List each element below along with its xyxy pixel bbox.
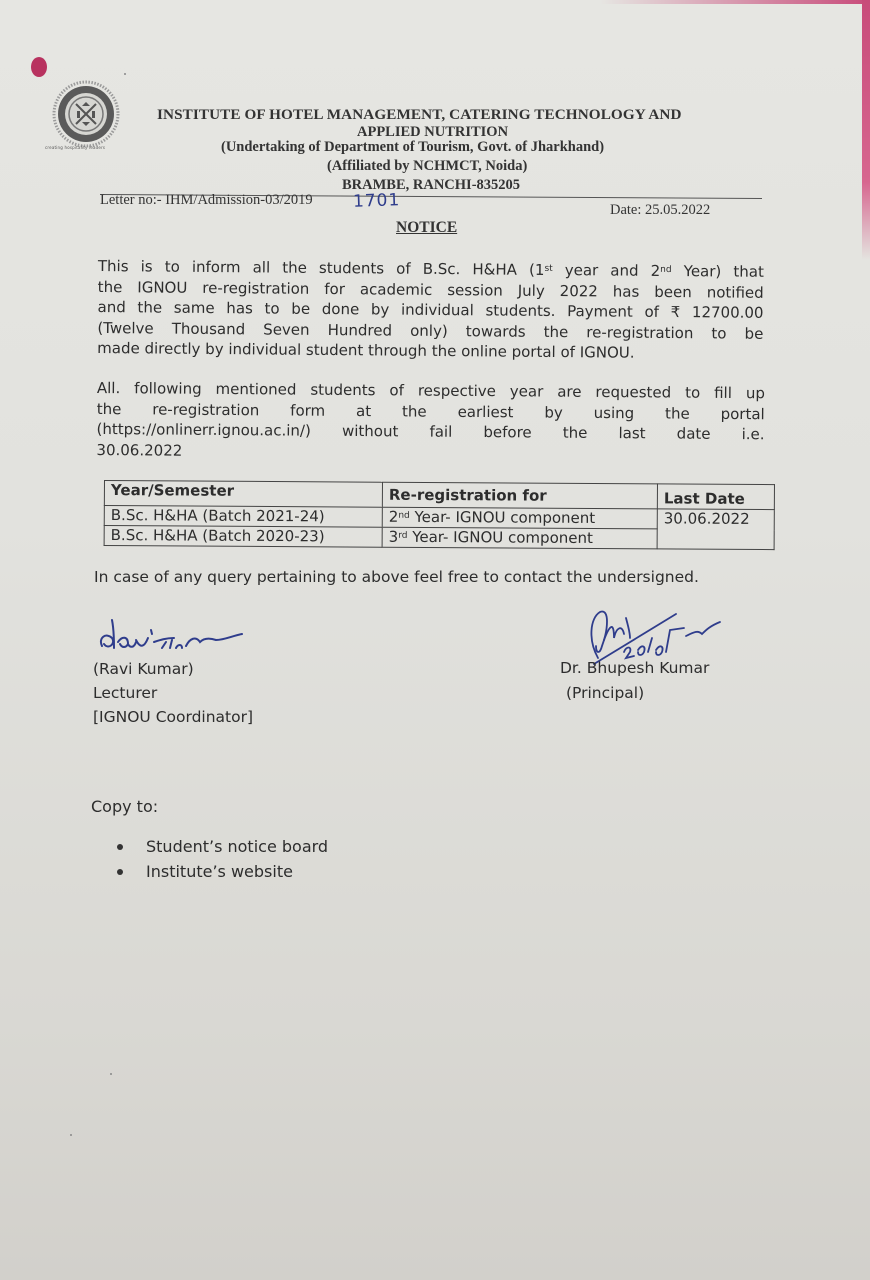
left-signatory-role: [IGNOU Coordinator] <box>93 708 254 726</box>
right-signatory-designation: (Principal) <box>566 684 645 702</box>
para2-line1: All. following mentioned students of respective year are requested to fill up <box>96 378 765 403</box>
para1-line3: and the same has to be done by individual students. Payment of ₹ 12700.00 <box>97 297 764 322</box>
year-number: 3 <box>388 527 399 546</box>
table-header: Last Date <box>657 484 774 510</box>
para1-line2: the IGNOU re-registration for academic session July 2022 has been notified <box>97 277 764 302</box>
right-signatory-name: Dr. Bhupesh Kumar <box>560 659 710 677</box>
table-cell-batch: B.Sc. H&HA (Batch 2020-23) <box>104 526 382 548</box>
table-cell-last-date: 30.06.2022 <box>657 509 774 550</box>
re-registration-table <box>104 480 775 550</box>
superscript: nd <box>660 264 672 276</box>
year-number: 2 <box>388 507 399 526</box>
table-cell-component <box>382 527 657 549</box>
notice-title: NOTICE <box>396 219 458 236</box>
para2-line2: the re-registration form at the earliest by using the portal <box>96 399 765 423</box>
handwritten-number: 1701 <box>352 190 401 212</box>
superscript: nd <box>398 510 410 521</box>
copy-to-label: Copy to: <box>91 797 159 816</box>
copy-to-list <box>112 834 328 884</box>
letter-date: Date: 25.05.2022 <box>610 202 711 218</box>
punch-hole <box>31 57 47 77</box>
notice-paragraph-2 <box>96 378 765 465</box>
institute-name-line1: INSTITUTE OF HOTEL MANAGEMENT, CATERING TECHNOLOGY AND <box>157 106 682 123</box>
para1-line1-a: This is to inform all the students of B.Sc. H&HA (1 <box>97 256 545 279</box>
undertaking-line: (Undertaking of Department of Tourism, Govt. of Jharkhand) <box>221 139 605 155</box>
superscript: rd <box>398 530 408 541</box>
left-signatory-designation: Lecturer <box>93 684 158 702</box>
para1-line4: (Twelve Thousand Seven Hundred only) towards the re-registration to be <box>97 318 764 343</box>
para2-line3: (https://onlinerr.ignou.ac.in/) without fail before the last date i.e. <box>96 419 765 444</box>
component-text: Year- IGNOU component <box>409 507 596 528</box>
notice-paragraph-1 <box>97 256 764 364</box>
affiliation-line: (Affiliated by NCHMCT, Noida) <box>327 158 528 174</box>
pink-edge-top <box>600 0 870 4</box>
query-line: In case of any query pertaining to above feel free to contact the undersigned. <box>94 568 699 586</box>
superscript: st <box>544 263 553 274</box>
list-item <box>112 834 328 859</box>
copy-to-item: Institute’s website <box>146 862 293 881</box>
pink-edge-right <box>862 0 870 260</box>
component-text: Year- IGNOU component <box>407 527 593 547</box>
table-header: Re-registration for <box>382 482 657 509</box>
signature-ravi-kumar <box>96 612 256 658</box>
institute-name-line2: APPLIED NUTRITION <box>357 124 509 140</box>
logo-tagline: creating hospitality leaders <box>45 145 106 150</box>
table-cell-component <box>382 507 657 529</box>
para1-line1-b: year and 2 <box>552 260 661 280</box>
address-line: BRAMBE, RANCHI-835205 <box>342 177 521 193</box>
table-header: Year/Semester <box>104 481 382 508</box>
institute-emblem-icon <box>52 80 120 148</box>
table-cell-batch: B.Sc. H&HA (Batch 2021-24) <box>104 506 382 528</box>
bullet-icon <box>117 844 123 850</box>
paper-speck <box>124 73 126 75</box>
list-item <box>112 859 328 884</box>
copy-to-item: Student’s notice board <box>146 837 329 856</box>
para2-line4: 30.06.2022 <box>96 440 183 460</box>
paper-speck <box>110 1073 112 1075</box>
paper-speck <box>70 1134 72 1136</box>
para1-line1-c: Year) that <box>671 262 764 281</box>
letter-number: Letter no:- IHM/Admission-03/2019 <box>100 192 313 208</box>
left-signatory-name: (Ravi Kumar) <box>93 660 194 678</box>
bullet-icon <box>117 869 123 875</box>
para1-line5: made directly by individual student through the online portal of IGNOU. <box>97 338 635 362</box>
